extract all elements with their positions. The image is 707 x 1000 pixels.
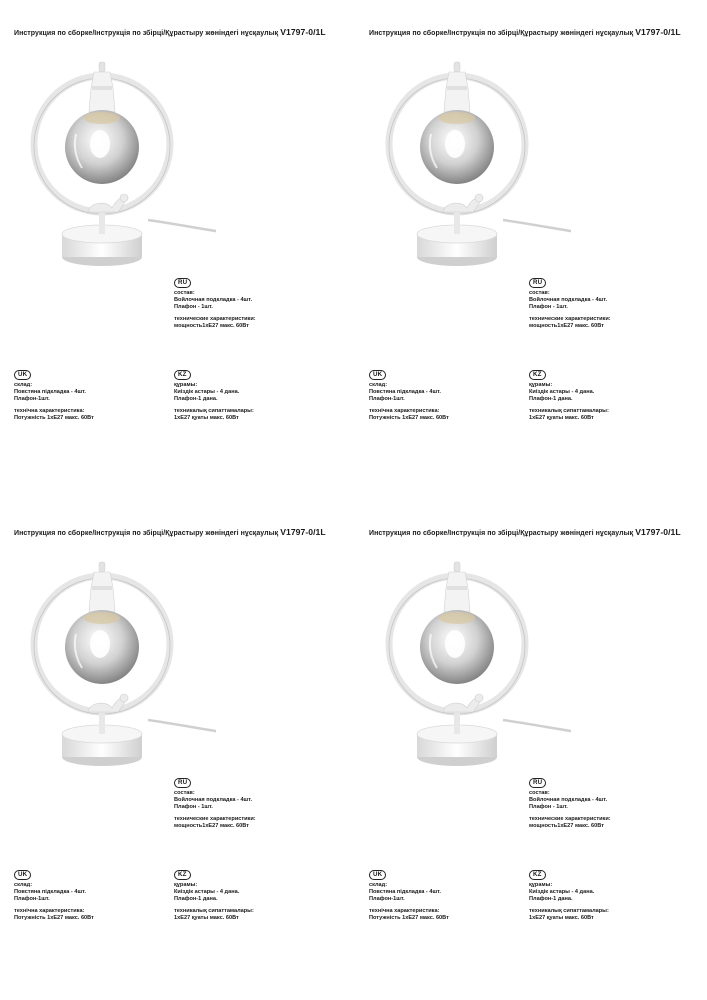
uk-composition-label: склад: <box>369 882 388 888</box>
uk-specs: Потужність 1хЕ27 макс. 60Вт <box>14 915 94 922</box>
kz-item: Плафон-1 дана. <box>529 395 573 402</box>
uk-item: Повстяна підкладка - 4шт. <box>14 888 86 895</box>
kz-item: Киіздік астары - 4 дана. <box>174 888 240 895</box>
ru-badge: RU <box>529 778 546 788</box>
title-text: Инструкция по сборке/Інструкція по збірці/Құрастыру жөніндегі нұсқаулық <box>14 30 279 37</box>
kz-composition-label: құрамы: <box>174 882 198 888</box>
model-number: V1797-0/1L <box>280 27 326 37</box>
ru-item: Плафон - 1шт. <box>529 303 568 310</box>
instruction-sheet <box>0 500 353 1000</box>
uk-composition-label: склад: <box>14 382 33 388</box>
kz-section <box>529 870 609 922</box>
uk-section <box>369 870 449 922</box>
uk-section <box>369 370 449 422</box>
uk-specs-label: технічна характеристика: <box>14 908 85 915</box>
uk-badge: UK <box>14 870 31 880</box>
ru-specs: мощность1хЕ27 макс. 60Вт <box>174 823 249 830</box>
uk-specs-label: технічна характеристика: <box>369 908 440 915</box>
ru-composition-label: состав: <box>174 290 195 296</box>
kz-composition-label: құрамы: <box>174 382 198 388</box>
ru-section <box>529 278 611 330</box>
ru-badge: RU <box>174 278 191 288</box>
uk-item: Плафон-1шт. <box>14 895 50 902</box>
uk-composition-label: склад: <box>14 882 33 888</box>
kz-specs-label: техникалық сипаттамалары: <box>529 908 609 915</box>
uk-specs: Потужність 1хЕ27 макс. 60Вт <box>14 415 94 422</box>
ru-section <box>529 778 611 830</box>
kz-specs-label: техникалық сипаттамалары: <box>174 908 254 915</box>
kz-section <box>174 370 254 422</box>
ru-item: Плафон - 1шт. <box>174 803 213 810</box>
ru-specs-label: технические характеристики: <box>174 816 256 823</box>
uk-badge: UK <box>369 870 386 880</box>
ru-badge: RU <box>174 778 191 788</box>
kz-item: Киіздік астары - 4 дана. <box>529 888 595 895</box>
ru-composition-label: состав: <box>529 790 550 796</box>
instruction-sheet <box>355 0 707 500</box>
kz-item: Плафон-1 дана. <box>174 895 218 902</box>
sheet-title <box>369 527 681 537</box>
ru-item: Войлочная подкладка - 4шт. <box>174 296 253 303</box>
kz-item: Плафон-1 дана. <box>174 395 218 402</box>
model-number: V1797-0/1L <box>635 527 681 537</box>
uk-item: Плафон-1шт. <box>369 395 405 402</box>
instruction-sheet <box>0 0 353 500</box>
lamp-illustration <box>26 552 216 774</box>
uk-item: Повстяна підкладка - 4шт. <box>369 388 441 395</box>
model-number: V1797-0/1L <box>280 527 326 537</box>
uk-composition-label: склад: <box>369 382 388 388</box>
ru-badge: RU <box>529 278 546 288</box>
ru-item: Войлочная подкладка - 4шт. <box>174 796 253 803</box>
sheet-title <box>369 27 681 37</box>
uk-specs: Потужність 1хЕ27 макс. 60Вт <box>369 415 449 422</box>
uk-item: Плафон-1шт. <box>369 895 405 902</box>
model-number: V1797-0/1L <box>635 27 681 37</box>
title-text: Инструкция по сборке/Інструкція по збірці/Құрастыру жөніндегі нұсқаулық <box>369 530 634 537</box>
uk-section <box>14 870 94 922</box>
uk-specs-label: технічна характеристика: <box>14 408 85 415</box>
kz-specs: 1хЕ27 қуаты макс. 60Вт <box>174 915 239 922</box>
lamp-illustration <box>26 52 216 274</box>
ru-specs: мощность1хЕ27 макс. 60Вт <box>529 823 604 830</box>
instruction-sheet <box>355 500 707 1000</box>
kz-specs: 1хЕ27 қуаты макс. 60Вт <box>529 915 594 922</box>
ru-section <box>174 778 256 830</box>
kz-badge: KZ <box>529 870 546 880</box>
sheet-title <box>14 527 326 537</box>
ru-composition-label: состав: <box>174 790 195 796</box>
uk-specs-label: технічна характеристика: <box>369 408 440 415</box>
kz-badge: KZ <box>529 370 546 380</box>
uk-specs: Потужність 1хЕ27 макс. 60Вт <box>369 915 449 922</box>
ru-specs: мощность1хЕ27 макс. 60Вт <box>174 323 249 330</box>
kz-item: Киіздік астары - 4 дана. <box>174 388 240 395</box>
kz-specs-label: техникалық сипаттамалары: <box>529 408 609 415</box>
kz-specs: 1хЕ27 қуаты макс. 60Вт <box>529 415 594 422</box>
lamp-illustration <box>381 52 571 274</box>
ru-specs-label: технические характеристики: <box>529 316 611 323</box>
uk-section <box>14 370 94 422</box>
uk-badge: UK <box>14 370 31 380</box>
kz-item: Киіздік астары - 4 дана. <box>529 388 595 395</box>
kz-badge: KZ <box>174 870 191 880</box>
kz-item: Плафон-1 дана. <box>529 895 573 902</box>
kz-specs: 1хЕ27 қуаты макс. 60Вт <box>174 415 239 422</box>
kz-specs-label: техникалық сипаттамалары: <box>174 408 254 415</box>
sheet-title <box>14 27 326 37</box>
lamp-illustration <box>381 552 571 774</box>
title-text: Инструкция по сборке/Інструкція по збірці/Құрастыру жөніндегі нұсқаулық <box>369 30 634 37</box>
ru-specs: мощность1хЕ27 макс. 60Вт <box>529 323 604 330</box>
ru-composition-label: состав: <box>529 290 550 296</box>
kz-composition-label: құрамы: <box>529 382 553 388</box>
ru-item: Войлочная подкладка - 4шт. <box>529 296 608 303</box>
uk-item: Плафон-1шт. <box>14 395 50 402</box>
kz-section <box>174 870 254 922</box>
title-text: Инструкция по сборке/Інструкція по збірці/Құрастыру жөніндегі нұсқаулық <box>14 530 279 537</box>
uk-item: Повстяна підкладка - 4шт. <box>369 888 441 895</box>
ru-specs-label: технические характеристики: <box>174 316 256 323</box>
ru-item: Плафон - 1шт. <box>174 303 213 310</box>
kz-section <box>529 370 609 422</box>
ru-specs-label: технические характеристики: <box>529 816 611 823</box>
uk-item: Повстяна підкладка - 4шт. <box>14 388 86 395</box>
ru-section <box>174 278 256 330</box>
uk-badge: UK <box>369 370 386 380</box>
ru-item: Плафон - 1шт. <box>529 803 568 810</box>
ru-item: Войлочная подкладка - 4шт. <box>529 796 608 803</box>
kz-composition-label: құрамы: <box>529 882 553 888</box>
kz-badge: KZ <box>174 370 191 380</box>
